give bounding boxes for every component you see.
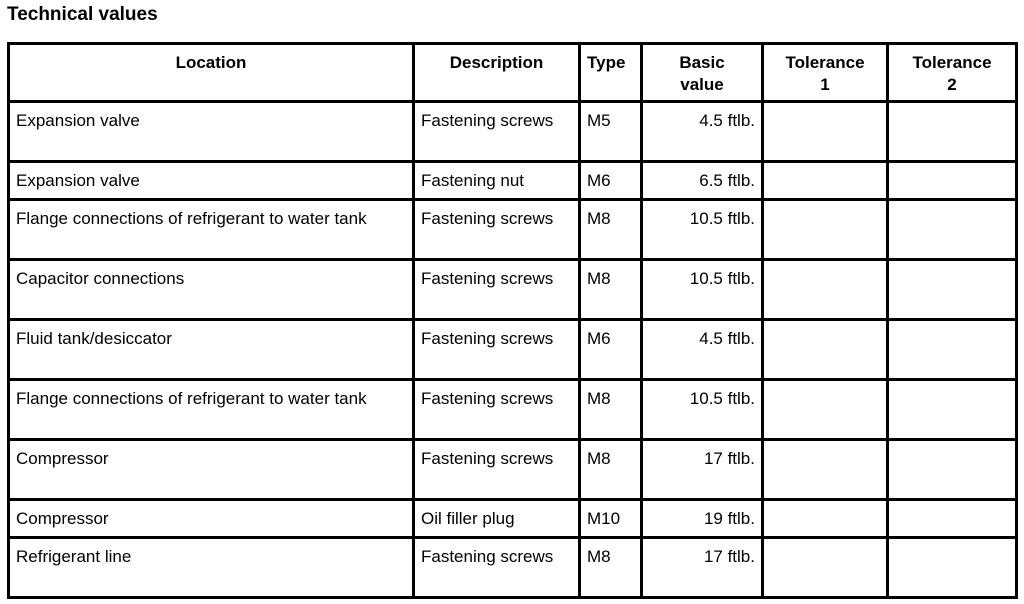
table-row <box>10 201 1015 261</box>
description-cell: Fastening screws <box>415 381 581 441</box>
description-cell: Fastening screws <box>415 103 581 163</box>
description-cell: Fastening screws <box>415 539 581 596</box>
header-tolerance-2 <box>889 45 1015 103</box>
location-cell: Expansion valve <box>10 103 415 163</box>
basic-value-cell: 6.5 ftlb. <box>643 163 764 201</box>
table-row <box>10 441 1015 501</box>
type-cell: M10 <box>581 501 643 539</box>
header-basic-value <box>643 45 764 103</box>
basic-value-cell: 10.5 ftlb. <box>643 261 764 321</box>
tolerance-2-cell <box>889 261 1015 321</box>
tolerance-1-cell <box>764 103 889 163</box>
description-cell: Fastening screws <box>415 261 581 321</box>
type-cell: M8 <box>581 201 643 261</box>
tolerance-2-cell <box>889 539 1015 596</box>
type-cell: M5 <box>581 103 643 163</box>
technical-values-table <box>7 42 1018 599</box>
table-row <box>10 321 1015 381</box>
description-cell: Fastening nut <box>415 163 581 201</box>
tolerance-2-cell <box>889 381 1015 441</box>
tolerance-1-cell <box>764 441 889 501</box>
description-cell: Fastening screws <box>415 321 581 381</box>
description-cell: Fastening screws <box>415 201 581 261</box>
header-location: Location <box>10 45 415 103</box>
header-tolerance-2-line1: Tolerance <box>912 53 992 72</box>
location-cell: Flange connections of refrigerant to water tank <box>10 381 415 441</box>
basic-value-cell: 17 ftlb. <box>643 441 764 501</box>
type-cell: M8 <box>581 261 643 321</box>
location-cell: Compressor <box>10 501 415 539</box>
location-cell: Refrigerant line <box>10 539 415 596</box>
header-row <box>10 45 1015 103</box>
header-tolerance-1 <box>764 45 889 103</box>
header-tolerance-1-line1: Tolerance <box>785 53 865 72</box>
tolerance-1-cell <box>764 539 889 596</box>
tolerance-2-cell <box>889 163 1015 201</box>
header-type: Type <box>581 45 643 103</box>
type-cell: M6 <box>581 163 643 201</box>
tolerance-2-cell <box>889 201 1015 261</box>
basic-value-cell: 19 ftlb. <box>643 501 764 539</box>
table-row <box>10 163 1015 201</box>
table-row <box>10 261 1015 321</box>
description-cell: Oil filler plug <box>415 501 581 539</box>
basic-value-cell: 17 ftlb. <box>643 539 764 596</box>
tolerance-1-cell <box>764 381 889 441</box>
basic-value-cell: 4.5 ftlb. <box>643 321 764 381</box>
table-row <box>10 381 1015 441</box>
tolerance-2-cell <box>889 321 1015 381</box>
type-cell: M6 <box>581 321 643 381</box>
basic-value-cell: 10.5 ftlb. <box>643 201 764 261</box>
tolerance-1-cell <box>764 261 889 321</box>
type-cell: M8 <box>581 381 643 441</box>
location-cell: Fluid tank/desiccator <box>10 321 415 381</box>
table-row <box>10 103 1015 163</box>
tolerance-1-cell <box>764 321 889 381</box>
table-row <box>10 501 1015 539</box>
basic-value-cell: 10.5 ftlb. <box>643 381 764 441</box>
header-basic-value-line2: value <box>680 75 724 94</box>
tolerance-2-cell <box>889 501 1015 539</box>
tolerance-2-cell <box>889 103 1015 163</box>
tolerance-1-cell <box>764 163 889 201</box>
description-cell: Fastening screws <box>415 441 581 501</box>
table-row <box>10 539 1015 596</box>
header-basic-value-line1: Basic <box>679 53 725 72</box>
basic-value-cell: 4.5 ftlb. <box>643 103 764 163</box>
tolerance-2-cell <box>889 441 1015 501</box>
header-description: Description <box>415 45 581 103</box>
location-cell: Capacitor connections <box>10 261 415 321</box>
header-tolerance-1-line2: 1 <box>820 75 830 94</box>
page-title: Technical values <box>7 4 158 25</box>
tolerance-1-cell <box>764 501 889 539</box>
type-cell: M8 <box>581 539 643 596</box>
header-tolerance-2-line2: 2 <box>947 75 957 94</box>
tolerance-1-cell <box>764 201 889 261</box>
location-cell: Compressor <box>10 441 415 501</box>
type-cell: M8 <box>581 441 643 501</box>
location-cell: Expansion valve <box>10 163 415 201</box>
location-cell: Flange connections of refrigerant to water tank <box>10 201 415 261</box>
